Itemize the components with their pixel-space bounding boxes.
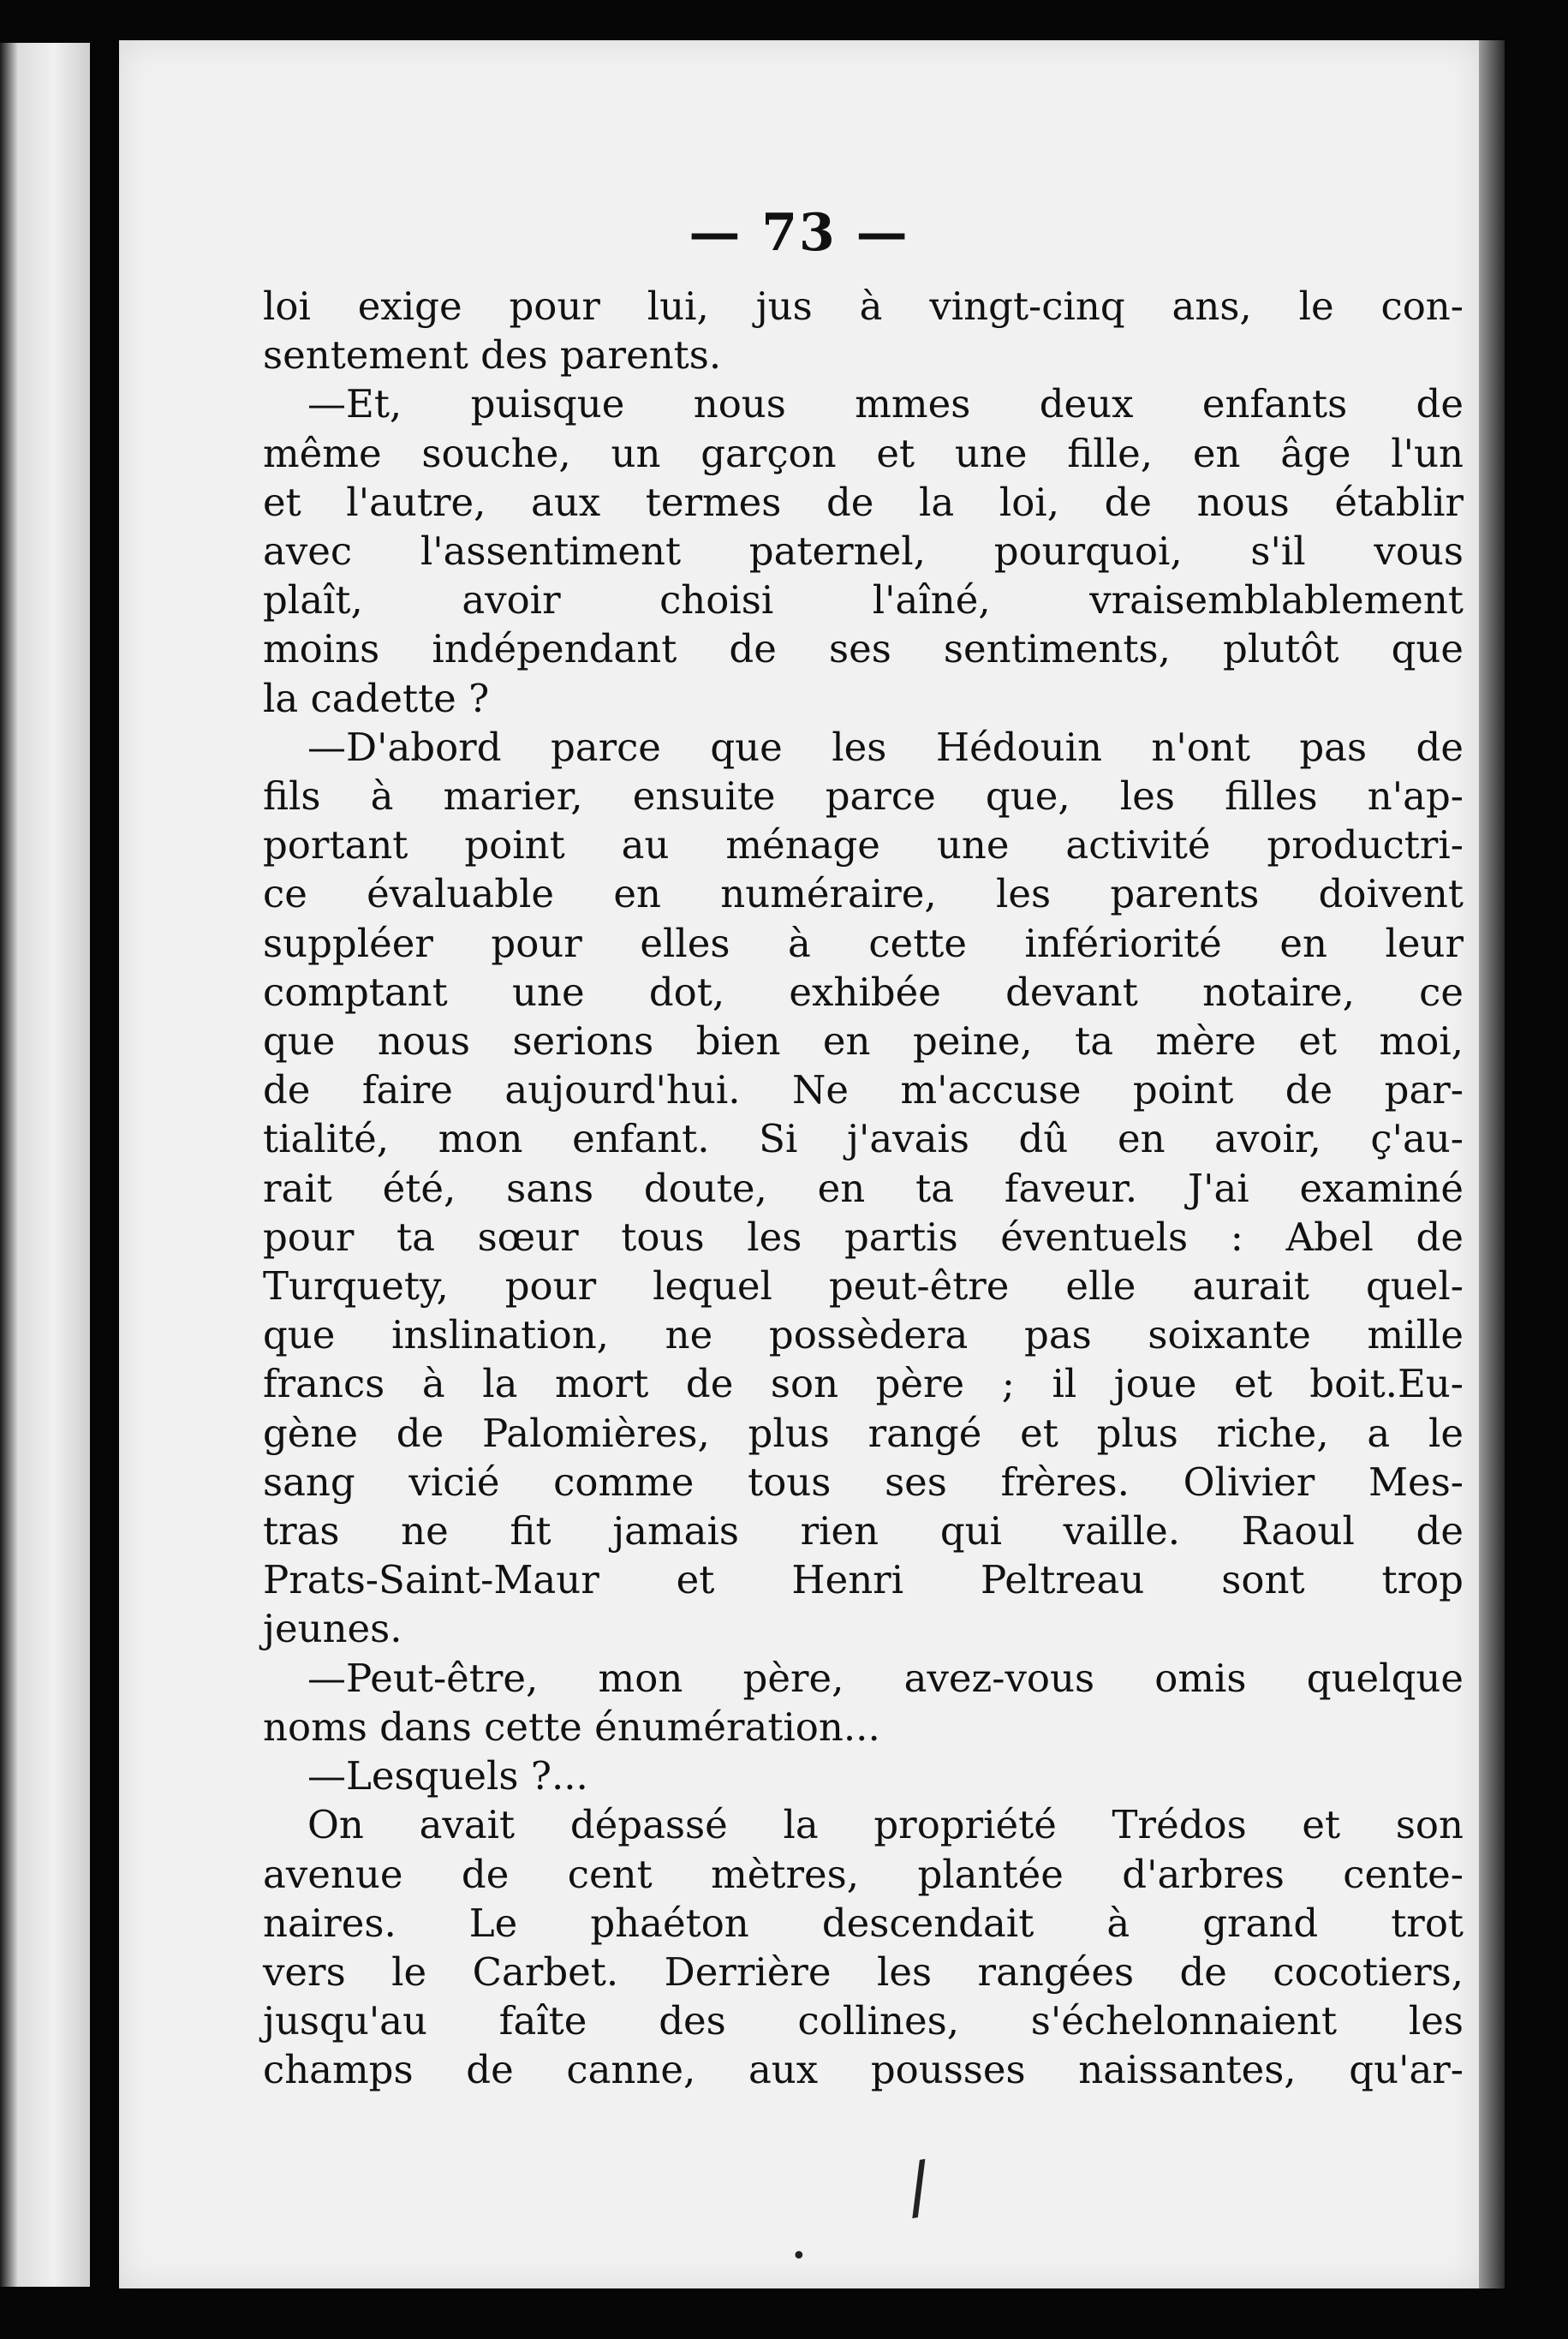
text-line: On avait dépassé la propriété Trédos et son: [307, 1802, 1464, 1848]
signature-mark: /: [900, 2145, 937, 2229]
text-line: —Peut-être, mon père, avez-vous omis quelque: [307, 1655, 1464, 1701]
ink-dot: •: [791, 2241, 807, 2271]
text-line: plaît, avoir choisi l'aîné, vraisemblablement: [263, 577, 1464, 624]
text-line: jusqu'au faîte des collines, s'échelonnaient les: [263, 1998, 1464, 2044]
text-line: et l'autre, aux termes de la loi, de nous établir: [263, 479, 1464, 525]
text-line: avenue de cent mètres, plantée d'arbres cente-: [263, 1851, 1464, 1897]
text-line: champs de canne, aux pousses naissantes, qu'ar-: [263, 2047, 1464, 2093]
text-line: naires. Le phaéton descendait à grand trot: [263, 1900, 1464, 1946]
adjacent-page-edge: [0, 43, 90, 2287]
book-page: [119, 40, 1479, 2288]
text-line: avec l'assentiment paternel, pourquoi, s'il vous: [263, 528, 1464, 575]
text-line: gène de Palomières, plus rangé et plus riche, a le: [263, 1410, 1464, 1456]
text-line: comptant une dot, exhibée devant notaire, ce: [263, 969, 1464, 1015]
book-gutter: [90, 34, 119, 2312]
text-line: Turquety, pour lequel peut-être elle aurait quel-: [263, 1263, 1464, 1310]
text-line: suppléer pour elles à cette infériorité en leur: [263, 920, 1464, 966]
text-line: francs à la mort de son père ; il joue et boit.Eu-: [263, 1361, 1464, 1407]
text-line: loi exige pour lui, jus à vingt-cinq ans, le con-: [263, 283, 1464, 329]
text-line: tialité, mon enfant. Si j'avais dû en avoir, ç'au-: [263, 1116, 1464, 1162]
page-number: — 73 —: [689, 203, 909, 263]
text-line: tras ne fit jamais rien qui vaille. Raoul de: [263, 1508, 1464, 1554]
text-line: —D'abord parce que les Hédouin n'ont pas de: [307, 724, 1464, 770]
page-body-text: [263, 282, 1464, 2095]
text-line: —Lesquels ?...: [307, 1753, 588, 1799]
text-line: même souche, un garçon et une fille, en âge l'un: [263, 430, 1464, 476]
text-line: ce évaluable en numéraire, les parents doivent: [263, 871, 1464, 917]
text-line: jeunes.: [263, 1606, 402, 1652]
text-line: sang vicié comme tous ses frères. Olivier Mes-: [263, 1459, 1464, 1505]
text-line: moins indépendant de ses sentiments, plutôt que: [263, 626, 1464, 672]
text-line: que nous serions bien en peine, ta mère et moi,: [263, 1018, 1464, 1065]
text-line: vers le Carbet. Derrière les rangées de cocotiers,: [263, 1948, 1464, 1995]
text-line: la cadette ?: [263, 675, 490, 721]
text-line: Prats-Saint-Maur et Henri Peltreau sont trop: [263, 1557, 1464, 1603]
text-line: —Et, puisque nous mmes deux enfants de: [307, 381, 1464, 427]
page-right-edge: [1479, 40, 1505, 2288]
text-line: noms dans cette énumération...: [263, 1704, 880, 1750]
text-line: sentement des parents.: [263, 332, 722, 379]
text-line: de faire aujourd'hui. Ne m'accuse point de par-: [263, 1067, 1464, 1113]
text-line: fils à marier, ensuite parce que, les filles n'ap-: [263, 773, 1464, 820]
text-line: portant point au ménage une activité productri-: [263, 822, 1464, 868]
text-line: rait été, sans doute, en ta faveur. J'ai examiné: [263, 1165, 1464, 1211]
text-line: que inslination, ne possèdera pas soixante mille: [263, 1312, 1464, 1358]
text-line: pour ta sœur tous les partis éventuels : Abel de: [263, 1214, 1464, 1260]
